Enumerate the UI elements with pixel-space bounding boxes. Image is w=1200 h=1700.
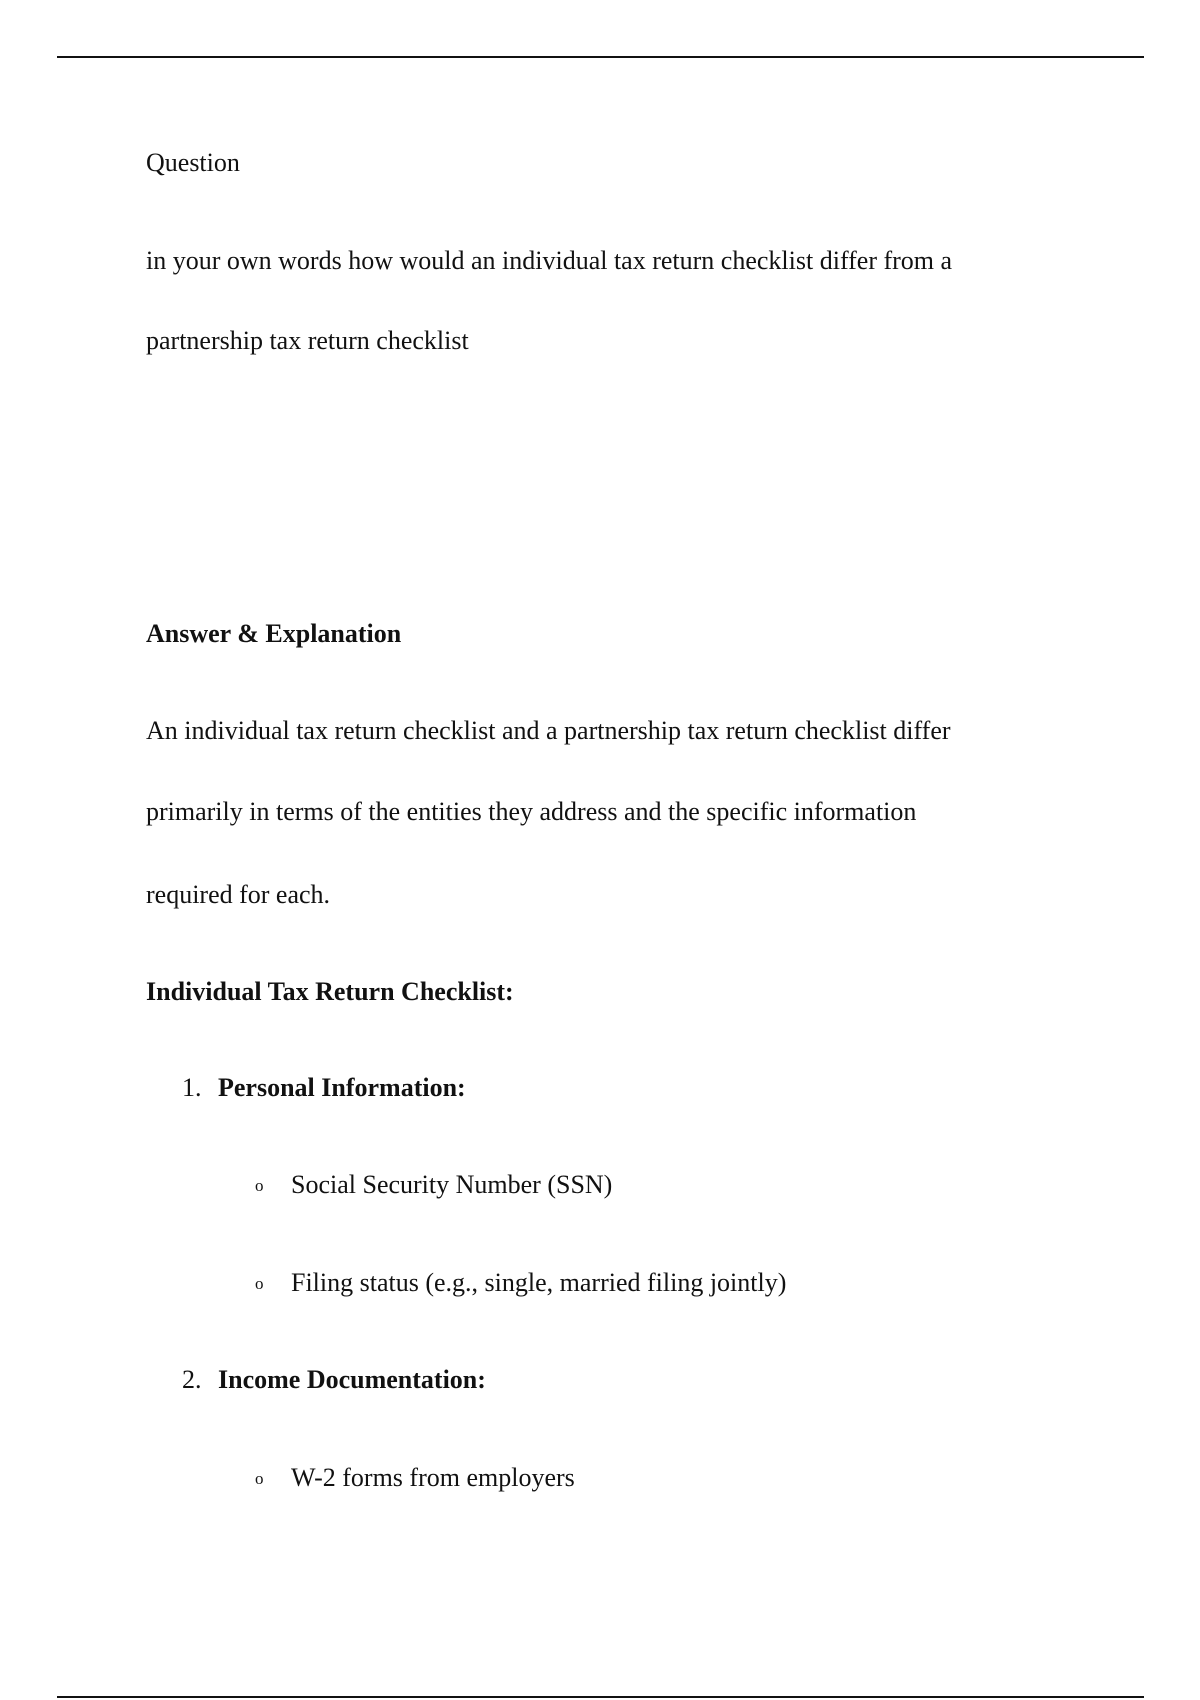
sub-list-item-text: W-2 forms from employers (291, 1463, 575, 1492)
bullet-icon: o (255, 1176, 264, 1195)
list-item-label: Personal Information: (218, 1073, 466, 1102)
sub-list-item-text: Social Security Number (SSN) (291, 1170, 613, 1199)
list-item-number: 1. (182, 1073, 202, 1102)
answer-line-3: required for each. (146, 880, 331, 909)
sub-list-item (254, 1170, 612, 1201)
bullet-icon: o (255, 1469, 264, 1488)
question-line-2: partnership tax return checklist (146, 326, 469, 355)
question-line-1: in your own words how would an individual tax return checklist differ from a (146, 246, 953, 275)
sub-list-item-text: Filing status (e.g., single, married filing jointly) (291, 1268, 787, 1297)
list-item-number: 2. (182, 1365, 202, 1394)
question-heading: Question (146, 148, 240, 177)
list-item-label: Income Documentation: (218, 1365, 486, 1394)
list-item (182, 1073, 466, 1103)
list-item (182, 1365, 486, 1395)
answer-line-2: primarily in terms of the entities they address and the specific information (146, 797, 917, 826)
page-bottom-rule (57, 1696, 1144, 1698)
sub-list-item (254, 1463, 575, 1494)
sub-list-item (254, 1268, 786, 1299)
answer-heading: Answer & Explanation (146, 619, 402, 648)
section-title: Individual Tax Return Checklist: (146, 977, 514, 1006)
answer-line-1: An individual tax return checklist and a partnership tax return checklist differ (146, 716, 951, 745)
bullet-icon: o (255, 1274, 264, 1293)
page-top-rule (57, 56, 1144, 58)
